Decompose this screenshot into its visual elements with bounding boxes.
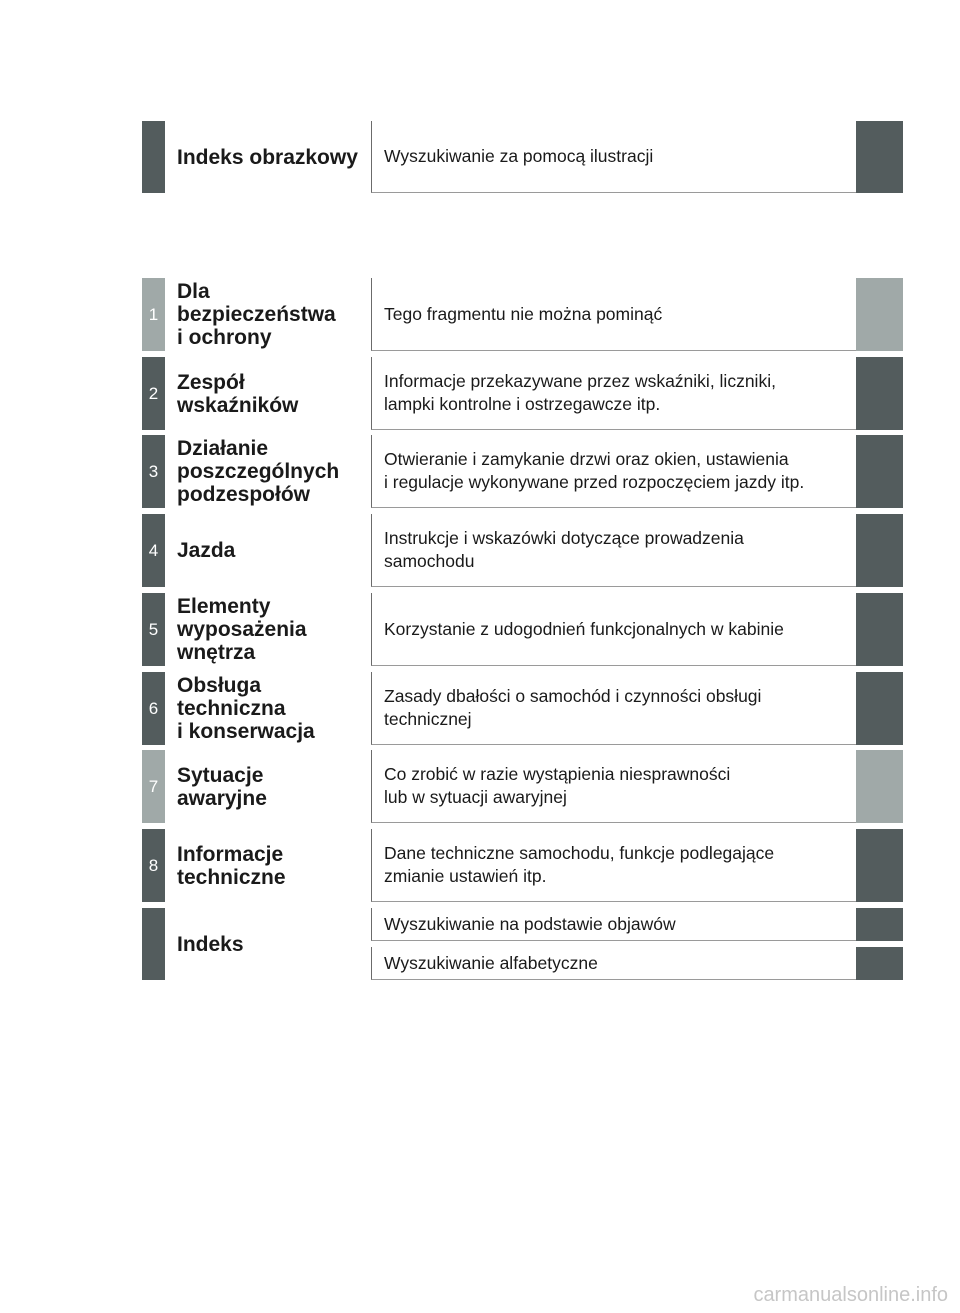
section-thumb-tab[interactable] [856,514,903,587]
section-row-3[interactable] [142,435,903,508]
section-number: 2 [148,383,159,403]
section-description: Instrukcje i wskazówki dotyczące prowadzenia samochodu [371,514,856,587]
section-number: 6 [148,698,159,718]
section-number-tab [142,593,165,666]
section-title: Obsługa techniczna i konserwacja [177,674,315,743]
index-row [142,908,903,980]
section-number-tab [142,357,165,430]
section-description: Informacje przekazywane przez wskaźniki, liczniki, lampki kontrolne i ostrzegawcze itp. [371,357,856,430]
section-thumb-tab[interactable] [856,593,903,666]
section-number: 5 [148,619,159,639]
section-thumb-tab[interactable] [856,750,903,823]
section-title: Elementy wyposażenia wnętrza [177,595,307,664]
section-row-5[interactable] [142,593,903,666]
section-number-tab [142,435,165,508]
section-row-1[interactable] [142,278,903,351]
watermark-text: carmanualsonline.info [753,1284,948,1306]
section-description: Co zrobić w razie wystąpienia niesprawności lub w sytuacji awaryjnej [371,750,856,823]
index-item-symptoms[interactable] [371,908,903,941]
section-title: Informacje techniczne [177,842,286,889]
section-thumb-tab[interactable] [856,672,903,745]
section-thumb-tab[interactable] [856,829,903,902]
section-description: Dane techniczne samochodu, funkcje podlegające zmianie ustawień itp. [371,829,856,902]
section-description: Korzystanie z udogodnień funkcjonalnych w kabinie [371,593,856,666]
row-description: Wyszukiwanie alfabetyczne [371,947,856,980]
section-row-4[interactable] [142,514,903,587]
section-row-8[interactable] [142,829,903,902]
section-row-6[interactable] [142,672,903,745]
section-description: Tego fragmentu nie można pominąć [371,278,856,351]
section-title: Działanie poszczególnych podzespołów [177,437,340,506]
section-title: Sytuacje awaryjne [177,763,267,810]
section-title: Dla bezpieczeństwa i ochrony [177,280,336,349]
section-thumb-tab[interactable] [856,435,903,508]
index-item-alphabetical[interactable] [371,947,903,980]
row-title: Indeks [177,932,244,956]
section-row-7[interactable] [142,750,903,823]
section-row-2[interactable] [142,357,903,430]
section-description: Zasady dbałości o samochód i czynności obsługi technicznej [371,672,856,745]
row-description: Wyszukiwanie na podstawie objawów [371,908,856,941]
section-number: 4 [148,540,159,560]
right-tab[interactable] [856,908,903,941]
section-title: Jazda [177,539,236,562]
section-number-tab [142,514,165,587]
right-tab[interactable] [856,121,903,193]
left-tab [142,908,165,980]
section-number: 1 [148,304,159,324]
section-number-tab [142,750,165,823]
section-thumb-tab[interactable] [856,357,903,430]
section-number: 7 [148,776,159,796]
section-number: 3 [148,461,159,481]
left-tab [142,121,165,193]
section-number-tab [142,672,165,745]
section-number: 8 [148,855,159,875]
section-thumb-tab[interactable] [856,278,903,351]
section-title: Zespół wskaźników [177,370,299,417]
right-tab[interactable] [856,947,903,980]
section-number-tab [142,278,165,351]
section-description: Otwieranie i zamykanie drzwi oraz okien, ustawienia i regulacje wykonywane przed rozpoczęciem jazdy itp. [371,435,856,508]
section-number-tab [142,829,165,902]
row-title: Indeks obrazkowy [177,145,358,169]
pictorial-index-row[interactable] [142,121,903,193]
row-description: Wyszukiwanie za pomocą ilustracji [371,121,856,193]
